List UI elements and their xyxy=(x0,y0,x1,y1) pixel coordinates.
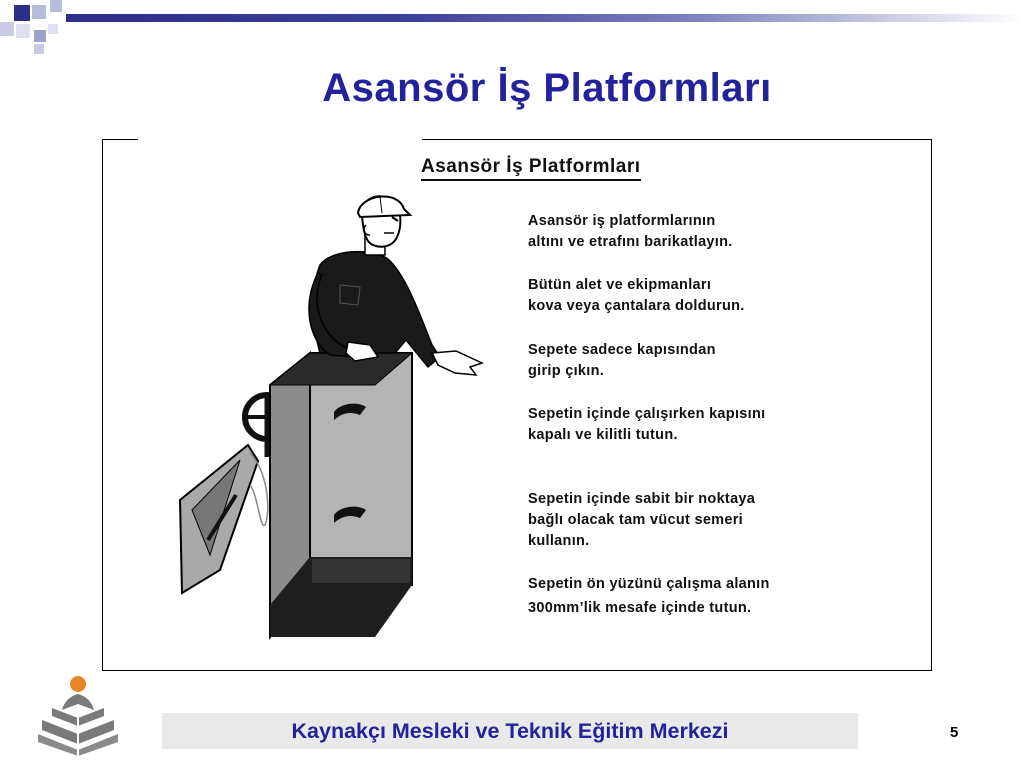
instruction-6: Sepetin ön yüzünü çalışma alanın 300mm’lik mesafe içinde tutun. xyxy=(528,576,770,616)
instruction-1: Asansör iş platformlarının altını ve etrafını barikatlayın. xyxy=(528,213,733,250)
footer-institution-name: Kaynakçı Mesleki ve Teknik Eğitim Merkezi xyxy=(291,719,729,743)
worker-in-basket-illustration xyxy=(170,195,490,645)
header-gradient-bar xyxy=(66,14,1024,22)
slide-title: Asansör İş Platformları xyxy=(322,66,772,110)
header-decoration xyxy=(0,0,80,60)
instruction-2: Bütün alet ve ekipmanları kova veya çantalara doldurun. xyxy=(528,277,745,314)
instruction-5: Sepetin içinde sabit bir noktaya bağlı olacak tam vücut semeri kullanın. xyxy=(528,491,756,549)
institution-logo xyxy=(34,672,122,756)
page-number: 5 xyxy=(950,724,959,741)
instruction-3: Sepete sadece kapısından girip çıkın. xyxy=(528,342,716,379)
instruction-4: Sepetin içinde çalışırken kapısını kapalı ve kilitli tutun. xyxy=(528,406,766,443)
box-title: Asansör İş Platformları xyxy=(421,156,641,181)
